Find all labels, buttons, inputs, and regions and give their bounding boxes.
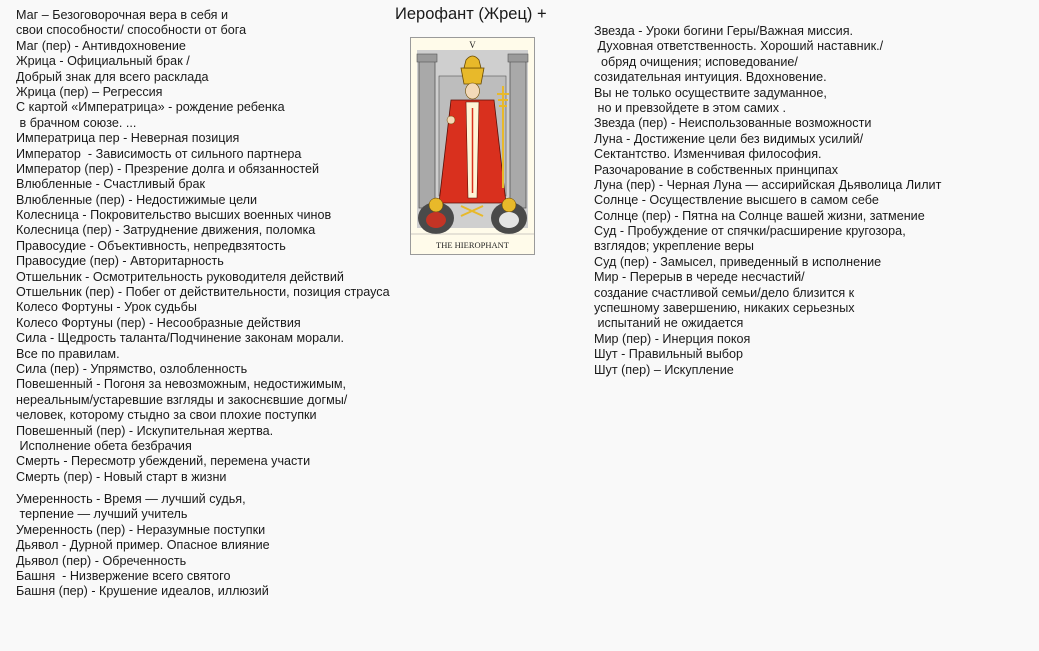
text-line: Дьявол - Дурной пример. Опасное влияние <box>16 538 270 553</box>
text-line: Башня (пер) - Крушение идеалов, иллюзий <box>16 584 269 599</box>
text-line: Звезда - Уроки богини Геры/Важная миссия. <box>594 24 854 38</box>
text-line: обряд очищения; исповедование/ <box>594 54 798 69</box>
text-line: создание счастливой семьи/дело близится к <box>594 285 855 300</box>
left-column <box>16 8 390 485</box>
text-line: Исполнение обета безбрачия <box>16 438 192 453</box>
text-line: Смерть (пер) - Новый старт в жизни <box>16 469 227 484</box>
text-line: Луна - Достижение цели без видимых усилий/ <box>594 131 864 146</box>
text-line: Колесо Фортуны - Урок судьбы <box>16 300 197 315</box>
text-line: успешному завершению, никаких серьезных <box>594 301 855 316</box>
text-line: Сила (пер) - Упрямство, озлобленность <box>16 361 248 376</box>
text-line: Колесо Фортуны (пер) - Несообразные действия <box>16 315 301 330</box>
text-line: но и превзойдете в этом самих . <box>594 100 787 115</box>
text-line: в брачном союзе. ... <box>16 115 137 130</box>
text-line: Духовная ответственность. Хороший наставник./ <box>594 39 884 54</box>
left-column-bottom <box>16 492 270 600</box>
text-line: Мир (пер) - Инерция покоя <box>594 331 751 346</box>
hierophant-card <box>410 37 535 255</box>
text-line: Жрица (пер) – Регрессия <box>16 84 163 99</box>
text-line: взглядов; укрепление веры <box>594 239 754 254</box>
card-numeral: V <box>469 40 476 50</box>
text-line: Сектантство. Изменчивая философия. <box>594 147 822 162</box>
text-line: Влюбленные (пер) - Недостижимые цели <box>16 192 258 207</box>
text-line: Сила - Щедрость таланта/Подчинение законам морали. <box>16 331 345 346</box>
text-line: Император - Зависимость от сильного партнера <box>16 146 302 161</box>
text-line: Солнце (пер) - Пятна на Солнце вашей жизни, затмение <box>594 208 925 223</box>
right-column <box>594 24 941 378</box>
text-line: Императрица пер - Неверная позиция <box>16 131 240 146</box>
text-line: Шут (пер) – Искупление <box>594 362 734 377</box>
text-line: Дьявол (пер) - Обреченность <box>16 553 187 568</box>
text-line: Влюбленные - Счастливый брак <box>16 177 206 192</box>
text-line: Разочарование в собственных принципах <box>594 162 839 177</box>
text-line: Солнце - Осуществление высшего в самом себе <box>594 193 879 208</box>
text-line: Все по правилам. <box>16 346 120 361</box>
text-line: свои способности/ способности от бога <box>16 23 247 38</box>
text-line: Умеренность (пер) - Неразумные поступки <box>16 522 266 537</box>
text-line: Шут - Правильный выбор <box>594 347 743 362</box>
text-line: Повешенный - Погоня за невозможным, недостижимым, <box>16 377 347 392</box>
text-line: С картой «Императрица» - рождение ребенка <box>16 100 285 115</box>
text-line: Повешенный (пер) - Искупительная жертва. <box>16 423 274 438</box>
text-line: Суд - Пробуждение от спячки/расширение кругозора, <box>594 224 906 239</box>
text-line: Звезда (пер) - Неиспользованные возможности <box>594 116 872 131</box>
text-line: Мир - Перерыв в череде несчастий/ <box>594 270 805 285</box>
text-line: Луна (пер) - Черная Луна — ассирийская Дьяволица Лилит <box>594 177 942 192</box>
text-line: Умеренность - Время — лучший судья, <box>16 492 246 506</box>
text-line: Отшельник (пер) - Побег от действительности, позиция страуса <box>16 285 390 300</box>
hierophant-card-image <box>411 38 534 254</box>
text-line: Смерть - Пересмотр убеждений, перемена участи <box>16 454 311 469</box>
text-line: Жрица - Официальный брак / <box>16 54 190 69</box>
text-line: Суд (пер) - Замысел, приведенный в исполнение <box>594 254 882 269</box>
text-line: Маг (пер) - Антивдохновение <box>16 38 186 53</box>
text-line: Колесница (пер) - Затруднение движения, поломка <box>16 223 316 238</box>
text-line: Император (пер) - Презрение долга и обязанностей <box>16 161 320 176</box>
text-line: нереальным/устаревшие взгляды и закоснєвшие догмы/ <box>16 392 348 407</box>
text-line: терпение — лучший учитель <box>16 507 188 522</box>
text-line: Маг – Безоговорочная вера в себя и <box>16 8 229 22</box>
text-line: Правосудие - Объективность, непредвзятость <box>16 238 286 253</box>
text-line: созидательная интуиция. Вдохновение. <box>594 70 827 85</box>
text-line: Правосудие (пер) - Авторитарность <box>16 254 224 269</box>
text-line: Отшельник - Осмотрительность руководителя действий <box>16 269 344 284</box>
text-line: Колесница - Покровительство высших военных чинов <box>16 208 332 223</box>
page-title: Иерофант (Жрец) + <box>395 5 547 23</box>
text-line: испытаний не ожидается <box>594 316 744 331</box>
text-line: Добрый знак для всего расклада <box>16 69 209 84</box>
text-line: Вы не только осуществите задуманное, <box>594 85 827 100</box>
text-line: Башня - Низвержение всего святого <box>16 568 231 583</box>
text-line: человек, которому стыдно за свои плохие поступки <box>16 408 317 423</box>
card-caption: THE HIEROPHANT <box>436 240 509 250</box>
